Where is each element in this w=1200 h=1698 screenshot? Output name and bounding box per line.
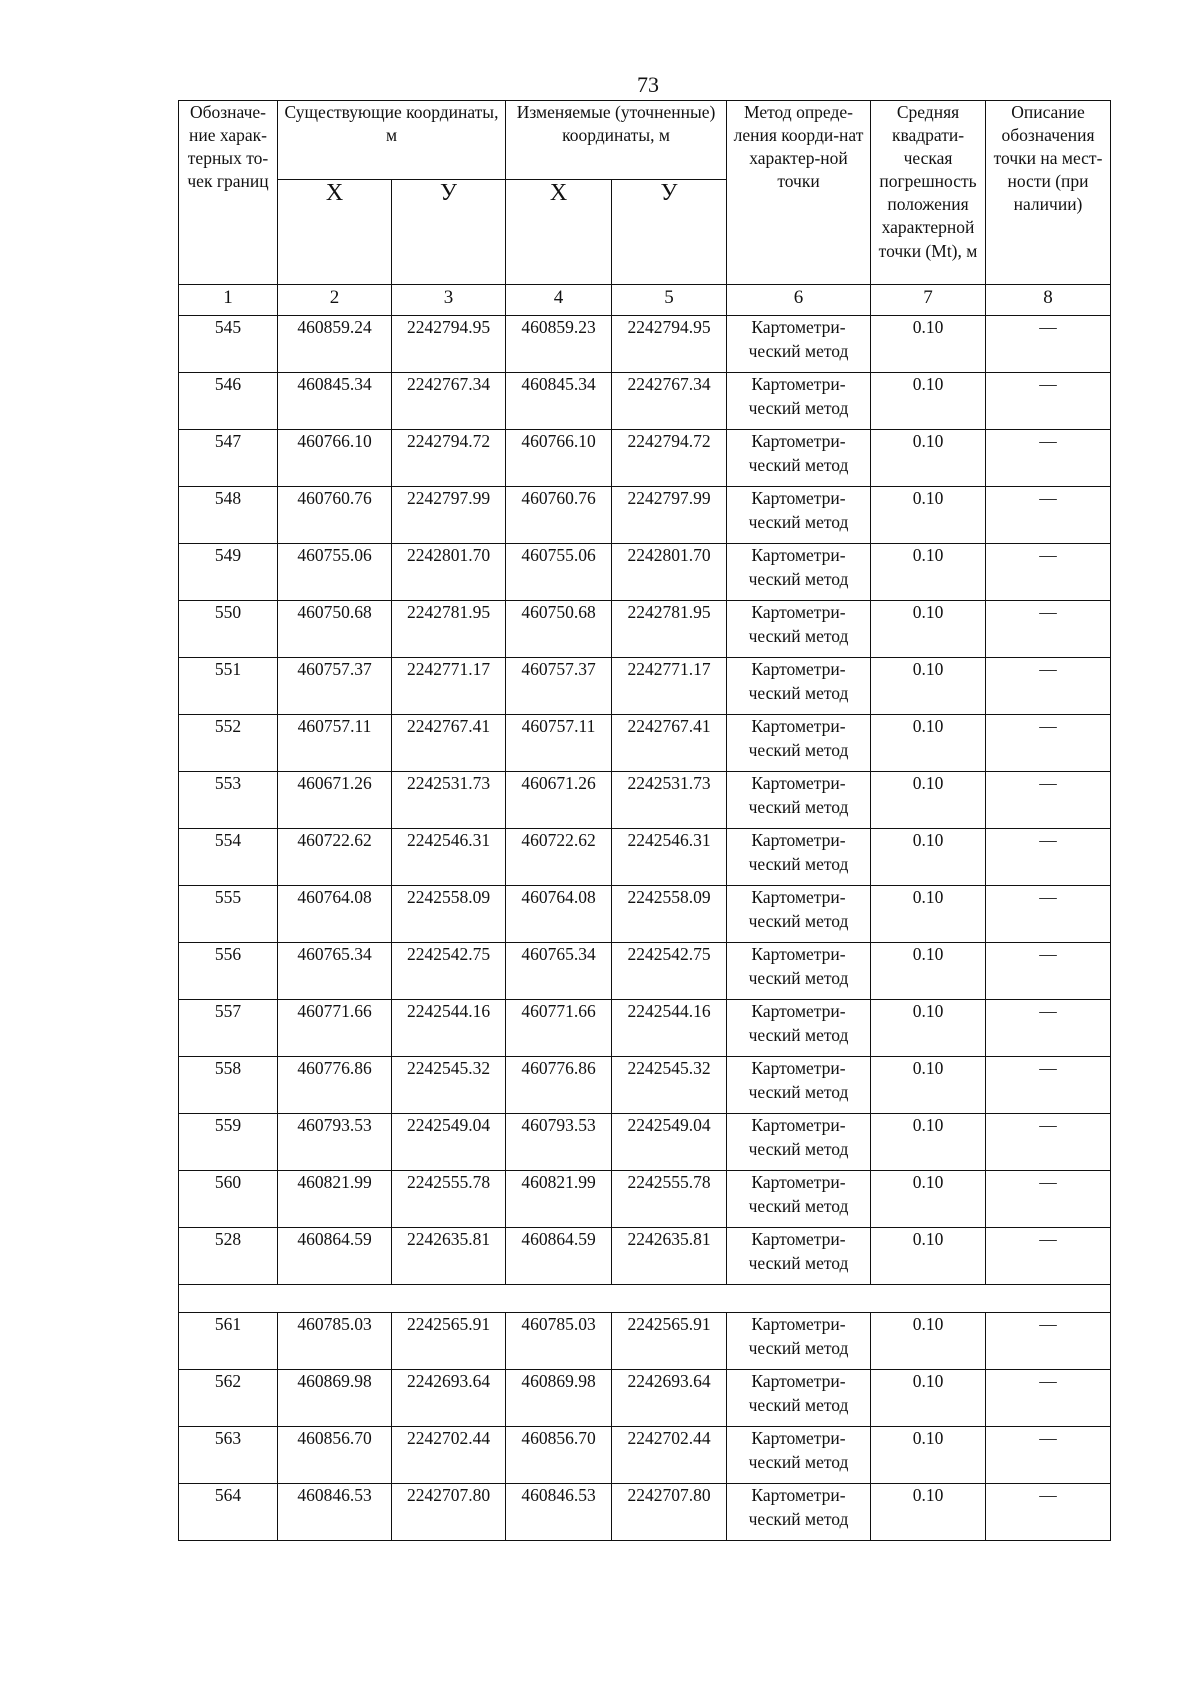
cell-changed-y: 2242693.64 xyxy=(612,1370,727,1427)
table-row xyxy=(179,1370,1111,1427)
cell-point-number: 558 xyxy=(179,1057,278,1114)
column-number: 5 xyxy=(612,285,727,316)
cell-changed-x: 460750.68 xyxy=(506,601,612,658)
cell-method: Картометри-ческий метод xyxy=(727,316,871,373)
cell-existing-x: 460755.06 xyxy=(278,544,392,601)
cell-changed-y: 2242801.70 xyxy=(612,544,727,601)
cell-existing-x: 460757.37 xyxy=(278,658,392,715)
header-changed-x: X xyxy=(506,180,612,285)
cell-existing-y: 2242702.44 xyxy=(392,1427,506,1484)
cell-description: — xyxy=(986,1370,1111,1427)
cell-mean-square-error: 0.10 xyxy=(871,772,986,829)
cell-changed-y: 2242565.91 xyxy=(612,1313,727,1370)
cell-existing-x: 460750.68 xyxy=(278,601,392,658)
cell-description: — xyxy=(986,886,1111,943)
cell-mean-square-error: 0.10 xyxy=(871,829,986,886)
cell-point-number: 553 xyxy=(179,772,278,829)
cell-existing-y: 2242801.70 xyxy=(392,544,506,601)
cell-changed-x: 460856.70 xyxy=(506,1427,612,1484)
cell-existing-x: 460859.24 xyxy=(278,316,392,373)
cell-existing-x: 460760.76 xyxy=(278,487,392,544)
cell-description: — xyxy=(986,1000,1111,1057)
cell-point-number: 559 xyxy=(179,1114,278,1171)
cell-mean-square-error: 0.10 xyxy=(871,1228,986,1285)
cell-changed-y: 2242555.78 xyxy=(612,1171,727,1228)
cell-existing-x: 460845.34 xyxy=(278,373,392,430)
cell-changed-x: 460785.03 xyxy=(506,1313,612,1370)
cell-existing-x: 460846.53 xyxy=(278,1484,392,1541)
cell-point-number: 560 xyxy=(179,1171,278,1228)
cell-point-number: 528 xyxy=(179,1228,278,1285)
header-point-designation: Обозначе-ние харак-терных то-чек границ xyxy=(179,101,278,285)
cell-changed-x: 460846.53 xyxy=(506,1484,612,1541)
cell-changed-y: 2242794.72 xyxy=(612,430,727,487)
cell-changed-x: 460671.26 xyxy=(506,772,612,829)
cell-point-number: 564 xyxy=(179,1484,278,1541)
cell-method: Картометри-ческий метод xyxy=(727,886,871,943)
cell-changed-x: 460776.86 xyxy=(506,1057,612,1114)
header-existing-coordinates: Существующие координаты, м xyxy=(278,101,506,180)
header-existing-x: X xyxy=(278,180,392,285)
cell-existing-x: 460766.10 xyxy=(278,430,392,487)
cell-changed-y: 2242544.16 xyxy=(612,1000,727,1057)
table-header xyxy=(179,101,1111,316)
spacer-cell xyxy=(179,1285,1111,1313)
cell-changed-y: 2242542.75 xyxy=(612,943,727,1000)
cell-existing-x: 460821.99 xyxy=(278,1171,392,1228)
header-mean-square-error: Средняя квадрати-ческая погрешность положения характерной точки (Mt), м xyxy=(871,101,986,285)
table-row xyxy=(179,1313,1111,1370)
cell-method: Картометри-ческий метод xyxy=(727,1114,871,1171)
cell-description: — xyxy=(986,943,1111,1000)
table-row xyxy=(179,430,1111,487)
cell-existing-x: 460722.62 xyxy=(278,829,392,886)
cell-description: — xyxy=(986,1228,1111,1285)
cell-changed-y: 2242635.81 xyxy=(612,1228,727,1285)
cell-description: — xyxy=(986,487,1111,544)
table-row xyxy=(179,544,1111,601)
cell-method: Картометри-ческий метод xyxy=(727,829,871,886)
cell-description: — xyxy=(986,772,1111,829)
header-changed-y: У xyxy=(612,180,727,285)
cell-existing-x: 460671.26 xyxy=(278,772,392,829)
cell-method: Картометри-ческий метод xyxy=(727,544,871,601)
table-row xyxy=(179,772,1111,829)
cell-existing-y: 2242545.32 xyxy=(392,1057,506,1114)
cell-mean-square-error: 0.10 xyxy=(871,658,986,715)
cell-description: — xyxy=(986,829,1111,886)
spacer-row xyxy=(179,1285,1111,1313)
cell-method: Картометри-ческий метод xyxy=(727,430,871,487)
cell-description: — xyxy=(986,1114,1111,1171)
cell-changed-y: 2242549.04 xyxy=(612,1114,727,1171)
cell-existing-y: 2242542.75 xyxy=(392,943,506,1000)
cell-changed-y: 2242531.73 xyxy=(612,772,727,829)
cell-method: Картометри-ческий метод xyxy=(727,1370,871,1427)
cell-description: — xyxy=(986,1313,1111,1370)
cell-changed-x: 460793.53 xyxy=(506,1114,612,1171)
cell-existing-x: 460869.98 xyxy=(278,1370,392,1427)
cell-mean-square-error: 0.10 xyxy=(871,886,986,943)
cell-method: Картометри-ческий метод xyxy=(727,1000,871,1057)
table-row xyxy=(179,373,1111,430)
column-number: 6 xyxy=(727,285,871,316)
column-number: 3 xyxy=(392,285,506,316)
table-row xyxy=(179,487,1111,544)
cell-mean-square-error: 0.10 xyxy=(871,430,986,487)
cell-point-number: 555 xyxy=(179,886,278,943)
cell-existing-y: 2242531.73 xyxy=(392,772,506,829)
cell-existing-y: 2242794.95 xyxy=(392,316,506,373)
table-row xyxy=(179,1114,1111,1171)
cell-point-number: 546 xyxy=(179,373,278,430)
cell-description: — xyxy=(986,1484,1111,1541)
cell-changed-y: 2242545.32 xyxy=(612,1057,727,1114)
column-number: 2 xyxy=(278,285,392,316)
cell-point-number: 551 xyxy=(179,658,278,715)
table-row xyxy=(179,1427,1111,1484)
cell-method: Картометри-ческий метод xyxy=(727,373,871,430)
cell-existing-x: 460856.70 xyxy=(278,1427,392,1484)
cell-changed-y: 2242781.95 xyxy=(612,601,727,658)
cell-existing-x: 460776.86 xyxy=(278,1057,392,1114)
cell-changed-x: 460757.37 xyxy=(506,658,612,715)
cell-existing-x: 460771.66 xyxy=(278,1000,392,1057)
cell-mean-square-error: 0.10 xyxy=(871,1000,986,1057)
cell-point-number: 554 xyxy=(179,829,278,886)
cell-changed-y: 2242558.09 xyxy=(612,886,727,943)
cell-changed-x: 460765.34 xyxy=(506,943,612,1000)
header-existing-y: У xyxy=(392,180,506,285)
cell-mean-square-error: 0.10 xyxy=(871,544,986,601)
cell-mean-square-error: 0.10 xyxy=(871,943,986,1000)
table-row xyxy=(179,658,1111,715)
cell-changed-y: 2242771.17 xyxy=(612,658,727,715)
cell-existing-x: 460764.08 xyxy=(278,886,392,943)
cell-existing-y: 2242771.17 xyxy=(392,658,506,715)
cell-method: Картометри-ческий метод xyxy=(727,487,871,544)
table-row xyxy=(179,1171,1111,1228)
cell-mean-square-error: 0.10 xyxy=(871,316,986,373)
cell-description: — xyxy=(986,1427,1111,1484)
cell-description: — xyxy=(986,601,1111,658)
cell-existing-x: 460765.34 xyxy=(278,943,392,1000)
cell-existing-x: 460757.11 xyxy=(278,715,392,772)
cell-method: Картометри-ческий метод xyxy=(727,1427,871,1484)
cell-changed-y: 2242797.99 xyxy=(612,487,727,544)
cell-mean-square-error: 0.10 xyxy=(871,1171,986,1228)
cell-point-number: 547 xyxy=(179,430,278,487)
cell-changed-y: 2242546.31 xyxy=(612,829,727,886)
cell-description: — xyxy=(986,715,1111,772)
cell-existing-y: 2242794.72 xyxy=(392,430,506,487)
cell-changed-x: 460722.62 xyxy=(506,829,612,886)
cell-changed-x: 460766.10 xyxy=(506,430,612,487)
cell-existing-y: 2242797.99 xyxy=(392,487,506,544)
column-number: 1 xyxy=(179,285,278,316)
cell-existing-y: 2242707.80 xyxy=(392,1484,506,1541)
cell-description: — xyxy=(986,544,1111,601)
cell-method: Картометри-ческий метод xyxy=(727,943,871,1000)
cell-changed-y: 2242707.80 xyxy=(612,1484,727,1541)
cell-method: Картометри-ческий метод xyxy=(727,715,871,772)
cell-method: Картометри-ческий метод xyxy=(727,1484,871,1541)
header-changed-coordinates: Изменяемые (уточненные) координаты, м xyxy=(506,101,727,180)
cell-changed-x: 460821.99 xyxy=(506,1171,612,1228)
cell-mean-square-error: 0.10 xyxy=(871,1370,986,1427)
table-body-group-2 xyxy=(179,1313,1111,1541)
cell-description: — xyxy=(986,430,1111,487)
cell-method: Картометри-ческий метод xyxy=(727,1228,871,1285)
cell-point-number: 561 xyxy=(179,1313,278,1370)
cell-changed-x: 460755.06 xyxy=(506,544,612,601)
cell-existing-y: 2242767.41 xyxy=(392,715,506,772)
cell-changed-x: 460869.98 xyxy=(506,1370,612,1427)
cell-existing-y: 2242767.34 xyxy=(392,373,506,430)
cell-mean-square-error: 0.10 xyxy=(871,601,986,658)
cell-existing-y: 2242558.09 xyxy=(392,886,506,943)
table-body-group-1 xyxy=(179,316,1111,1285)
cell-existing-y: 2242565.91 xyxy=(392,1313,506,1370)
cell-existing-y: 2242546.31 xyxy=(392,829,506,886)
cell-existing-x: 460793.53 xyxy=(278,1114,392,1171)
cell-method: Картометри-ческий метод xyxy=(727,772,871,829)
cell-existing-y: 2242781.95 xyxy=(392,601,506,658)
cell-point-number: 548 xyxy=(179,487,278,544)
table-spacer-group xyxy=(179,1285,1111,1313)
cell-point-number: 552 xyxy=(179,715,278,772)
cell-existing-y: 2242549.04 xyxy=(392,1114,506,1171)
coordinates-table xyxy=(178,100,1111,1541)
column-number: 4 xyxy=(506,285,612,316)
cell-mean-square-error: 0.10 xyxy=(871,715,986,772)
page-number: 73 xyxy=(637,72,659,97)
cell-method: Картометри-ческий метод xyxy=(727,1313,871,1370)
column-number: 7 xyxy=(871,285,986,316)
cell-mean-square-error: 0.10 xyxy=(871,487,986,544)
cell-mean-square-error: 0.10 xyxy=(871,1313,986,1370)
cell-changed-y: 2242794.95 xyxy=(612,316,727,373)
cell-description: — xyxy=(986,316,1111,373)
column-number: 8 xyxy=(986,285,1111,316)
table-row xyxy=(179,1000,1111,1057)
cell-existing-y: 2242693.64 xyxy=(392,1370,506,1427)
cell-existing-y: 2242544.16 xyxy=(392,1000,506,1057)
cell-changed-x: 460845.34 xyxy=(506,373,612,430)
cell-mean-square-error: 0.10 xyxy=(871,1114,986,1171)
cell-changed-y: 2242767.34 xyxy=(612,373,727,430)
cell-existing-x: 460785.03 xyxy=(278,1313,392,1370)
cell-method: Картометри-ческий метод xyxy=(727,601,871,658)
header-point-description: Описание обозначения точки на мест-ности (при наличии) xyxy=(986,101,1111,285)
table-row xyxy=(179,715,1111,772)
cell-changed-x: 460771.66 xyxy=(506,1000,612,1057)
table-row xyxy=(179,829,1111,886)
table-row xyxy=(179,316,1111,373)
table-row xyxy=(179,1228,1111,1285)
cell-description: — xyxy=(986,1171,1111,1228)
cell-existing-x: 460864.59 xyxy=(278,1228,392,1285)
cell-existing-y: 2242555.78 xyxy=(392,1171,506,1228)
cell-point-number: 557 xyxy=(179,1000,278,1057)
cell-point-number: 545 xyxy=(179,316,278,373)
table-row xyxy=(179,1057,1111,1114)
table-row xyxy=(179,1484,1111,1541)
cell-mean-square-error: 0.10 xyxy=(871,1427,986,1484)
cell-method: Картометри-ческий метод xyxy=(727,658,871,715)
cell-changed-x: 460757.11 xyxy=(506,715,612,772)
cell-method: Картометри-ческий метод xyxy=(727,1057,871,1114)
cell-point-number: 556 xyxy=(179,943,278,1000)
cell-changed-x: 460760.76 xyxy=(506,487,612,544)
table-row xyxy=(179,886,1111,943)
cell-point-number: 562 xyxy=(179,1370,278,1427)
cell-changed-x: 460859.23 xyxy=(506,316,612,373)
cell-changed-x: 460864.59 xyxy=(506,1228,612,1285)
cell-changed-x: 460764.08 xyxy=(506,886,612,943)
cell-description: — xyxy=(986,373,1111,430)
cell-changed-y: 2242767.41 xyxy=(612,715,727,772)
cell-point-number: 563 xyxy=(179,1427,278,1484)
cell-mean-square-error: 0.10 xyxy=(871,373,986,430)
cell-description: — xyxy=(986,658,1111,715)
cell-point-number: 549 xyxy=(179,544,278,601)
table-row xyxy=(179,943,1111,1000)
column-numbers-row xyxy=(179,285,1111,316)
table-row xyxy=(179,601,1111,658)
cell-existing-y: 2242635.81 xyxy=(392,1228,506,1285)
cell-description: — xyxy=(986,1057,1111,1114)
header-method: Метод опреде-ления коорди-нат характер-ной точки xyxy=(727,101,871,285)
cell-method: Картометри-ческий метод xyxy=(727,1171,871,1228)
cell-changed-y: 2242702.44 xyxy=(612,1427,727,1484)
cell-mean-square-error: 0.10 xyxy=(871,1484,986,1541)
cell-point-number: 550 xyxy=(179,601,278,658)
cell-mean-square-error: 0.10 xyxy=(871,1057,986,1114)
